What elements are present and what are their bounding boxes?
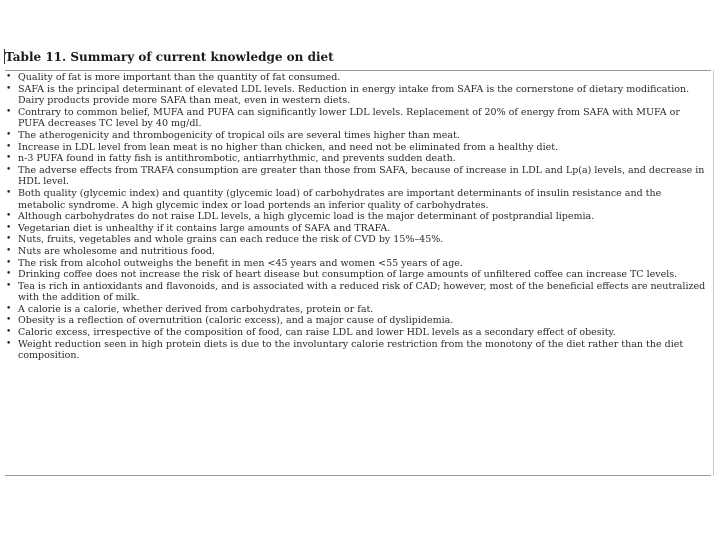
list-item: • Nuts are wholesome and nutritious food. — [6, 245, 216, 257]
list-item: • Quality of fat is more important than the quantity of fat consumed. — [6, 72, 341, 83]
bullet-icon: • — [6, 234, 12, 245]
bullet-icon: • — [6, 327, 12, 338]
table-title: Table 11. Summary of current knowledge on diet — [5, 50, 334, 64]
bullet-icon: • — [6, 164, 12, 175]
list-item: • Vegetarian diet is unhealthy if it contains large amounts of SAFA and TRAFA. — [6, 222, 391, 234]
list-item: • n-3 PUFA found in fatty fish is antithrombotic, antiarrhythmic, and prevents sudden death. — [6, 153, 456, 165]
list-item: • Nuts, fruits, vegetables and whole grains can each reduce the risk of CVD by 15%–45%. — [6, 234, 444, 246]
bullet-icon: • — [6, 338, 12, 349]
bullet-icon: • — [6, 83, 12, 94]
bullet-icon: • — [6, 280, 12, 291]
list-item: • SAFA is the principal determinant of elevated LDL levels. Reduction in energy intake from SAFA is the cornerstone of dietary modification. Dairy products provide more SAFA than meat, even in western diets. — [6, 83, 690, 107]
table-top-rule — [5, 70, 711, 71]
bullet-icon: • — [6, 211, 12, 222]
list-item: • The risk from alcohol outweighs the benefit in men <45 years and women <55 years of age. — [6, 257, 463, 269]
list-item: • Contrary to common belief, MUFA and PUFA can significantly lower LDL levels. Replacement of 20% of energy from SAFA with MUFA or PUFA decreases TC level by 40 mg/dl. — [6, 106, 680, 130]
list-item: • Obesity is a reflection of overnutrition (caloric excess), and a major cause of dyslipidemia. — [6, 315, 454, 327]
bullet-icon: • — [6, 303, 12, 314]
summary-list — [0, 72, 710, 362]
bullet-icon: • — [6, 153, 12, 164]
bullet-icon: • — [6, 72, 12, 82]
bullet-icon: • — [6, 315, 12, 326]
list-item: • A calorie is a calorie, whether derived from carbohydrates, protein or fat. — [6, 303, 374, 315]
list-item: • Both quality (glycemic index) and quantity (glycemic load) of carbohydrates are important determinants of insulin resistance and the metabolic syndrome. A high glycemic index or load portends an inferior quality of carbohydrates. — [6, 187, 662, 211]
list-item: • Although carbohydrates do not raise LDL levels, a high glycemic load is the major determinant of postprandial lipemia. — [6, 211, 595, 223]
list-item: • Drinking coffee does not increase the risk of heart disease but consumption of large amounts of unfiltered coffee can increase TC levels. — [6, 269, 678, 281]
list-item: • The adverse effects from TRAFA consumption are greater than those from SAFA, because of increase in LDL and Lp(a) levels, and decrease in HDL level. — [6, 164, 705, 188]
bullet-icon: • — [6, 257, 12, 268]
table-bottom-rule — [5, 475, 711, 476]
bullet-icon: • — [6, 106, 12, 117]
bullet-icon: • — [6, 129, 12, 140]
bullet-icon: • — [6, 141, 12, 152]
list-item: • Tea is rich in antioxidants and flavonoids, and is associated with a reduced risk of CAD; however, most of the beneficial effects are neutralized with the addition of milk. — [6, 280, 706, 304]
list-item: • The atherogenicity and thrombogenicity of tropical oils are several times higher than meat. — [6, 129, 460, 141]
list-item: • Weight reduction seen in high protein diets is due to the involuntary calorie restriction from the monotony of the diet rather than the diet composition. — [6, 338, 684, 362]
bullet-icon: • — [6, 187, 12, 198]
list-item: • Increase in LDL level from lean meat is no higher than chicken, and need not be eliminated from a healthy diet. — [6, 141, 559, 153]
bullet-icon: • — [6, 222, 12, 233]
table-right-border — [713, 70, 714, 476]
list-item: • Caloric excess, irrespective of the composition of food, can raise LDL and lower HDL levels as a secondary effect of obesity. — [6, 327, 616, 339]
bullet-icon: • — [6, 269, 12, 280]
bullet-icon: • — [6, 245, 12, 256]
